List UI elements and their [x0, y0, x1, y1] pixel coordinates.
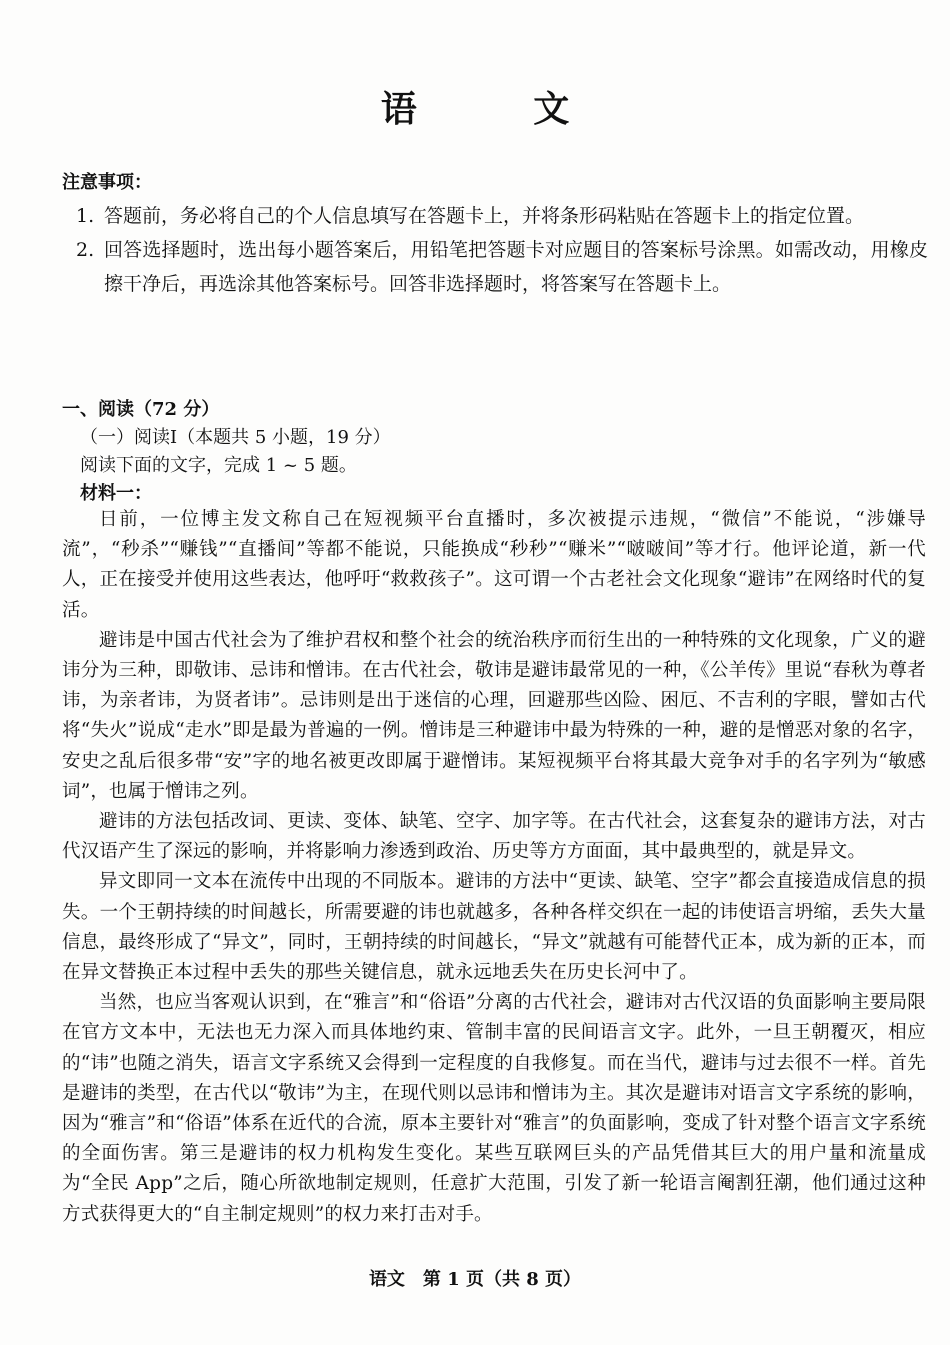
notice-item-number: 2. [76, 239, 95, 261]
page-footer: 语文 第 1 页（共 8 页） [368, 1269, 582, 1290]
paragraph: 当然，也应当客观认识到，在“雅言”和“俗语”分离的古代社会，避讳对古代汉语的负面影响主要局限在官方文本中，无法也无力深入而具体地约束、管制丰富的民间语言文字。此外，一旦王朝覆灭，相应的“讳”也随之消失，语言文字系统又会得到一定程度的自我修复。而在当代，避讳与过去很不一样。首先是避讳的类型，在古代以“敬讳”为主，在现代则以忌讳和憎讳为主。其次是避讳对语言文字系统的影响，因为“雅言”和“俗语”体系在近代的合流，原本主要针对“雅言”的负面影响，变成了针对整个语言文字系统的全面伤害。第三是避讳的权力机构发生变化。某些互联网巨头的产品凭借其巨大的用户量和流量成为“全民 App”之后，随心所欲地制定规则，任意扩大范围，引发了新一轮语言阉割狂潮，他们通过这种方式获得更大的“自主制定规则”的权力来打击对手。 [62, 992, 926, 1225]
material-body [62, 505, 926, 1230]
material-label: 材料一： [80, 483, 152, 504]
reading-sub-heading: （一）阅读Ⅰ（本题共 5 小题，19 分） [80, 427, 391, 448]
paragraph: 异文即同一文本在流传中出现的不同版本。避讳的方法中“更读、缺笔、空字”都会直接造成信息的损失。一个王朝持续的时间越长，所需要避的讳也就越多，各种各样交织在一起的讳使语言坍缩，丢失大量信息，最终形成了“异文”，同时，王朝持续的时间越长，“异文”就越有可能替代正本，成为新的正本，而在异文替换正本过程中丢失的那些关键信息，就永远地丢失在历史长河中了。 [62, 871, 926, 984]
notice-item-number: 1. [76, 205, 95, 227]
notice-item-text: 答题前，务必将自己的个人信息填写在答题卡上，并将条形码粘贴在答题卡上的指定位置。 [104, 205, 865, 227]
notice-item-text: 回答选择题时，选出每小题答案后，用铅笔把答题卡对应题目的答案标号涂黑。如需改动，用橡皮擦干净后，再选涂其他答案标号。回答非选择题时，将答案写在答题卡上。 [104, 239, 928, 295]
notice-heading: 注意事项： [62, 172, 152, 193]
page-title: 语 文 [380, 88, 622, 130]
notice-item [76, 233, 928, 301]
paragraph: 避讳的方法包括改词、更读、变体、缺笔、空字、加字等。在古代社会，这套复杂的避讳方法，对古代汉语产生了深远的影响，并将影响力渗透到政治、历史等方方面面，其中最典型的，就是异文。 [62, 811, 926, 863]
paragraph: 日前，一位博主发文称自己在短视频平台直播时，多次被提示违规，“微信”不能说，“涉嫌导流”，“秒杀”“赚钱”“直播间”等都不能说，只能换成“秒秒”“赚米”“啵啵间”等才行。他评论道，新一代人，正在接受并使用这些表达，他呼吁“救救孩子”。这可谓一个古老社会文化现象“避讳”在网络时代的复活。 [62, 509, 926, 621]
notice-item [76, 199, 928, 233]
paragraph: 避讳是中国古代社会为了维护君权和整个社会的统治秩序而衍生出的一种特殊的文化现象，广义的避讳分为三种，即敬讳、忌讳和憎讳。在古代社会，敬讳是避讳最常见的一种，《公羊传》里说“春秋为尊者讳，为亲者讳，为贤者讳”。忌讳则是出于迷信的心理，回避那些凶险、困厄、不吉利的字眼，譬如古代将“失火”说成“走水”即是最为普遍的一例。憎讳是三种避讳中最为特殊的一种，避的是憎恶对象的名字，安史之乱后很多带“安”字的地名被更改即属于避憎讳。某短视频平台将其最大竞争对手的名字列为“敏感词”，也属于憎讳之列。 [62, 629, 926, 802]
section-heading: 一、阅读（72 分） [62, 399, 220, 420]
reading-instruction: 阅读下面的文字，完成 1 ~ 5 题。 [80, 455, 357, 476]
notice-list [76, 199, 928, 301]
